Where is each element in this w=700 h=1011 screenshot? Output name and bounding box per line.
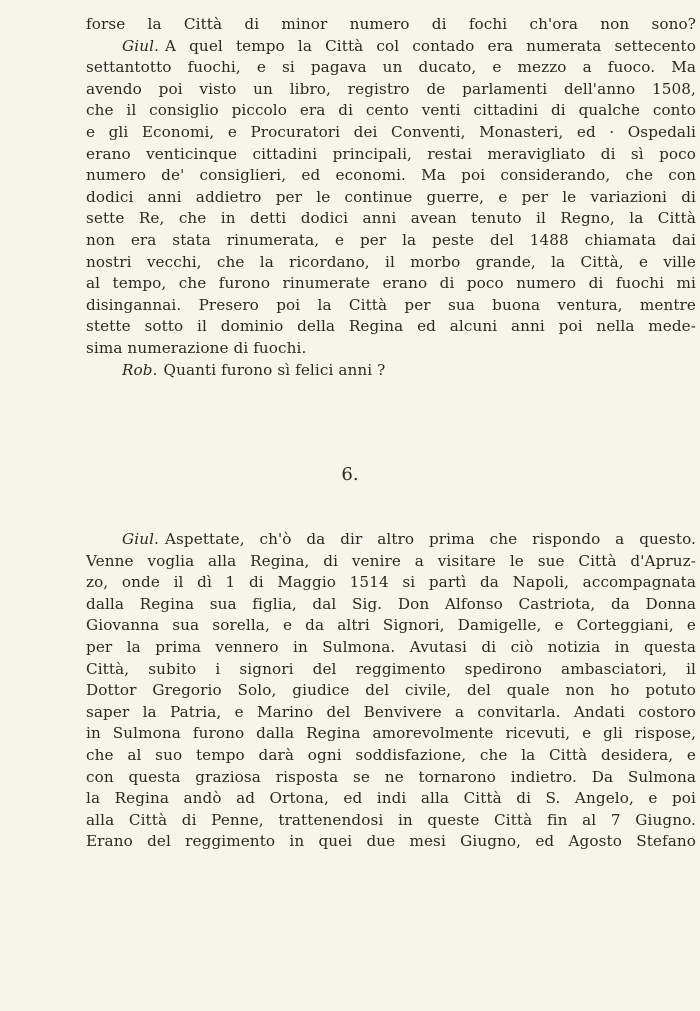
- text-line: per la prima vennero in Sulmona. Avutasi di ciò notizia in questa: [86, 637, 696, 656]
- text-line: che il consiglio piccolo era di cento venti cittadini di qualche conto: [86, 101, 696, 120]
- speaker-label: Giul.: [122, 530, 159, 548]
- text-line-dialogue: [86, 360, 696, 382]
- text-line: avendo poi visto un libro, registro de parlamenti dell'anno 1508,: [86, 79, 696, 98]
- text-line: non era stata rinumerata, e per la peste del 1488 chiamata dai: [86, 230, 696, 249]
- text-line: stette sotto il dominio della Regina ed alcuni anni poi nella mede-: [86, 317, 696, 336]
- text-line: sima numerazione di fuochi.: [86, 338, 307, 357]
- section-number: 6.: [341, 464, 359, 485]
- text-line: che al suo tempo darà ogni soddisfazione, che la Città desidera, e: [86, 745, 696, 764]
- text-line: Città, subito i signori del reggimento spedirono ambasciatori, il: [86, 659, 696, 678]
- text-block-lower: [86, 529, 696, 853]
- text-line: alla Città di Penne, trattenendosi in queste Città fin al 7 Giugno.: [86, 810, 696, 829]
- text-line: erano venticinque cittadini principali, restai meravigliato di sì poco: [86, 144, 696, 163]
- text-line: dodici anni addietro per le continue guerre, e per le variazioni di: [86, 187, 696, 206]
- text-line: Dottor Gregorio Solo, giudice del civile, del quale non ho potuto: [86, 681, 696, 700]
- text-line: saper la Patria, e Marino del Benvivere a convitarla. Andati costoro: [86, 702, 696, 721]
- dialogue-text: A quel tempo la Città col contado era numerata settecento: [164, 36, 696, 55]
- dialogue-text: Quanti furono sì felici anni ?: [163, 360, 386, 379]
- dialogue-text: Aspettate, ch'ò da dir altro prima che rispondo a questo.: [164, 530, 696, 548]
- text-line: Venne voglia alla Regina, di venire a visitare le sue Città d'Apruz-: [86, 551, 696, 570]
- text-line-dialogue: [86, 529, 696, 551]
- text-line: Giovanna sua sorella, e da altri Signori, Damigelle, e Corteggiani, e: [86, 616, 696, 635]
- text-line: numero de' consiglieri, ed economi. Ma poi considerando, che con: [86, 166, 696, 185]
- text-line: la Regina andò ad Ortona, ed indi alla Città di S. Angelo, e poi: [86, 789, 696, 808]
- text-line: al tempo, che furono rinumerate erano di poco numero di fuochi mi: [86, 274, 696, 293]
- text-line: nostri vecchi, che la ricordano, il morbo grande, la Città, e ville: [86, 252, 696, 271]
- text-line: in Sulmona furono dalla Regina amorevolmente ricevuti, e gli rispose,: [86, 724, 696, 743]
- text-line: zo, onde il dì 1 di Maggio 1514 si partì da Napoli, accompagnata: [86, 573, 696, 592]
- speaker-label: Giul.: [122, 36, 159, 55]
- text-line: settantotto fuochi, e si pagava un ducato, e mezzo a fuoco. Ma: [86, 58, 696, 77]
- text-line: Erano del reggimento in quei due mesi Giugno, ed Agosto Stefano: [86, 832, 696, 851]
- text-line-dialogue: [86, 36, 696, 58]
- text-line: dalla Regina sua figlia, dal Sig. Don Alfonso Castriota, da Donna: [86, 594, 696, 613]
- text-line: sette Re, che in detti dodici anni avean tenuto il Regno, la Città: [86, 209, 696, 228]
- text-line: con questa graziosa risposta se ne tornarono indietro. Da Sulmona: [86, 767, 696, 786]
- speaker-label: Rob.: [122, 360, 158, 379]
- text-line: e gli Economi, e Procuratori dei Conventi, Monasteri, ed · Ospedali: [86, 122, 696, 141]
- text-block-upper: [86, 14, 696, 381]
- text-line: forse la Città di minor numero di fochi ch'ora non sono?: [86, 15, 696, 33]
- text-line: disingannai. Presero poi la Città per sua buona ventura, mentre: [86, 295, 696, 314]
